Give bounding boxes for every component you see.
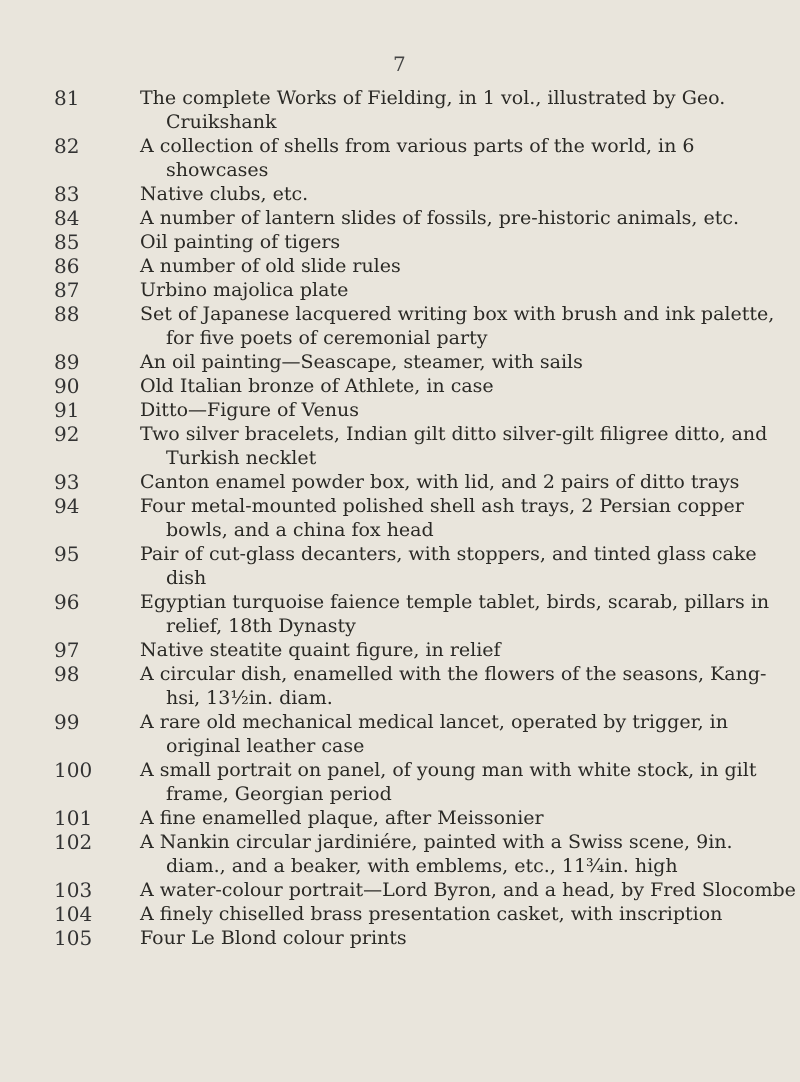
catalog-entry: [0, 134, 800, 182]
lot-number: 103: [54, 878, 93, 902]
lot-number: 84: [54, 206, 80, 230]
lot-description: A finely chiselled brass presentation casket, with inscription: [140, 903, 723, 925]
catalog-entry: [0, 758, 800, 806]
lot-number: 101: [54, 806, 93, 830]
lot-description: Oil painting of tigers: [140, 231, 341, 253]
lot-description: Native clubs, etc.: [140, 183, 309, 205]
catalog-entry: [0, 710, 800, 758]
catalog-entry: [0, 902, 800, 926]
lot-description: A fine enamelled plaque, after Meissonier: [140, 807, 544, 829]
lot-description: Urbino majolica plate: [140, 279, 349, 301]
lot-number: 93: [54, 470, 80, 494]
lot-number: 94: [54, 494, 80, 518]
lot-description: A rare old mechanical medical lancet, operated by trigger, in original leather case: [140, 711, 728, 757]
lot-description: A water-colour portrait—Lord Byron, and a head, by Fred Slocombe: [140, 879, 796, 901]
lot-description: A circular dish, enamelled with the flowers of the seasons, Kang-hsi, 13½in. diam.: [140, 663, 767, 709]
lot-description: Ditto—Figure of Venus: [140, 399, 360, 421]
lot-number: 86: [54, 254, 80, 278]
lot-number: 85: [54, 230, 80, 254]
lot-description: The complete Works of Fielding, in 1 vol., illustrated by Geo. Cruikshank: [140, 87, 726, 133]
lot-number: 95: [54, 542, 80, 566]
lot-number: 105: [54, 926, 93, 950]
lot-description: Two silver bracelets, Indian gilt ditto silver-gilt filigree ditto, and Turkish necklet: [140, 423, 768, 469]
lot-description: Four Le Blond colour prints: [140, 927, 407, 949]
lot-number: 102: [54, 830, 93, 854]
catalog-entry: [0, 494, 800, 542]
lot-number: 96: [54, 590, 80, 614]
lot-number: 88: [54, 302, 80, 326]
catalog-entry: [0, 542, 800, 590]
lot-number: 90: [54, 374, 80, 398]
catalog-entry: [0, 398, 800, 422]
lot-description: Canton enamel powder box, with lid, and 2 pairs of ditto trays: [140, 471, 740, 493]
catalog-list: [0, 86, 800, 950]
lot-number: 82: [54, 134, 80, 158]
lot-number: 104: [54, 902, 93, 926]
catalog-entry: [0, 830, 800, 878]
catalog-entry: [0, 422, 800, 470]
lot-description: A number of lantern slides of fossils, pre-historic animals, etc.: [140, 207, 740, 229]
catalog-entry: [0, 638, 800, 662]
catalog-entry: [0, 662, 800, 710]
lot-description: Egyptian turquoise faience temple tablet, birds, scarab, pillars in relief, 18th Dynasty: [140, 591, 770, 637]
catalog-entry: [0, 470, 800, 494]
catalog-entry: [0, 926, 800, 950]
lot-number: 97: [54, 638, 80, 662]
lot-description: A Nankin circular jardiniére, painted with a Swiss scene, 9in. diam., and a beaker, with emblems, etc., 11¾in. high: [140, 831, 733, 877]
lot-description: An oil painting—Seascape, steamer, with sails: [140, 351, 583, 373]
lot-description: Pair of cut-glass decanters, with stoppers, and tinted glass cake dish: [140, 543, 757, 589]
catalog-entry: [0, 254, 800, 278]
catalog-entry: [0, 278, 800, 302]
lot-number: 99: [54, 710, 80, 734]
lot-description: Set of Japanese lacquered writing box with brush and ink palette, for five poets of ceremonial party: [140, 303, 775, 349]
lot-description: A collection of shells from various parts of the world, in 6 showcases: [140, 135, 695, 181]
catalog-entry: [0, 302, 800, 350]
page-number: 7: [393, 52, 406, 76]
catalog-entry: [0, 878, 800, 902]
lot-description: Native steatite quaint figure, in relief: [140, 639, 501, 661]
lot-description: A number of old slide rules: [140, 255, 401, 277]
lot-number: 83: [54, 182, 80, 206]
lot-description: Old Italian bronze of Athlete, in case: [140, 375, 494, 397]
lot-number: 87: [54, 278, 80, 302]
lot-number: 81: [54, 86, 80, 110]
lot-number: 98: [54, 662, 80, 686]
lot-number: 100: [54, 758, 93, 782]
catalog-entry: [0, 590, 800, 638]
lot-number: 89: [54, 350, 80, 374]
catalog-entry: [0, 182, 800, 206]
catalog-entry: [0, 230, 800, 254]
catalog-entry: [0, 350, 800, 374]
lot-description: Four metal-mounted polished shell ash trays, 2 Persian copper bowls, and a china fox head: [140, 495, 744, 541]
catalog-entry: [0, 374, 800, 398]
catalog-entry: [0, 206, 800, 230]
lot-number: 92: [54, 422, 80, 446]
catalog-entry: [0, 86, 800, 134]
catalog-entry: [0, 806, 800, 830]
lot-description: A small portrait on panel, of young man with white stock, in gilt frame, Georgian period: [140, 759, 757, 805]
lot-number: 91: [54, 398, 80, 422]
